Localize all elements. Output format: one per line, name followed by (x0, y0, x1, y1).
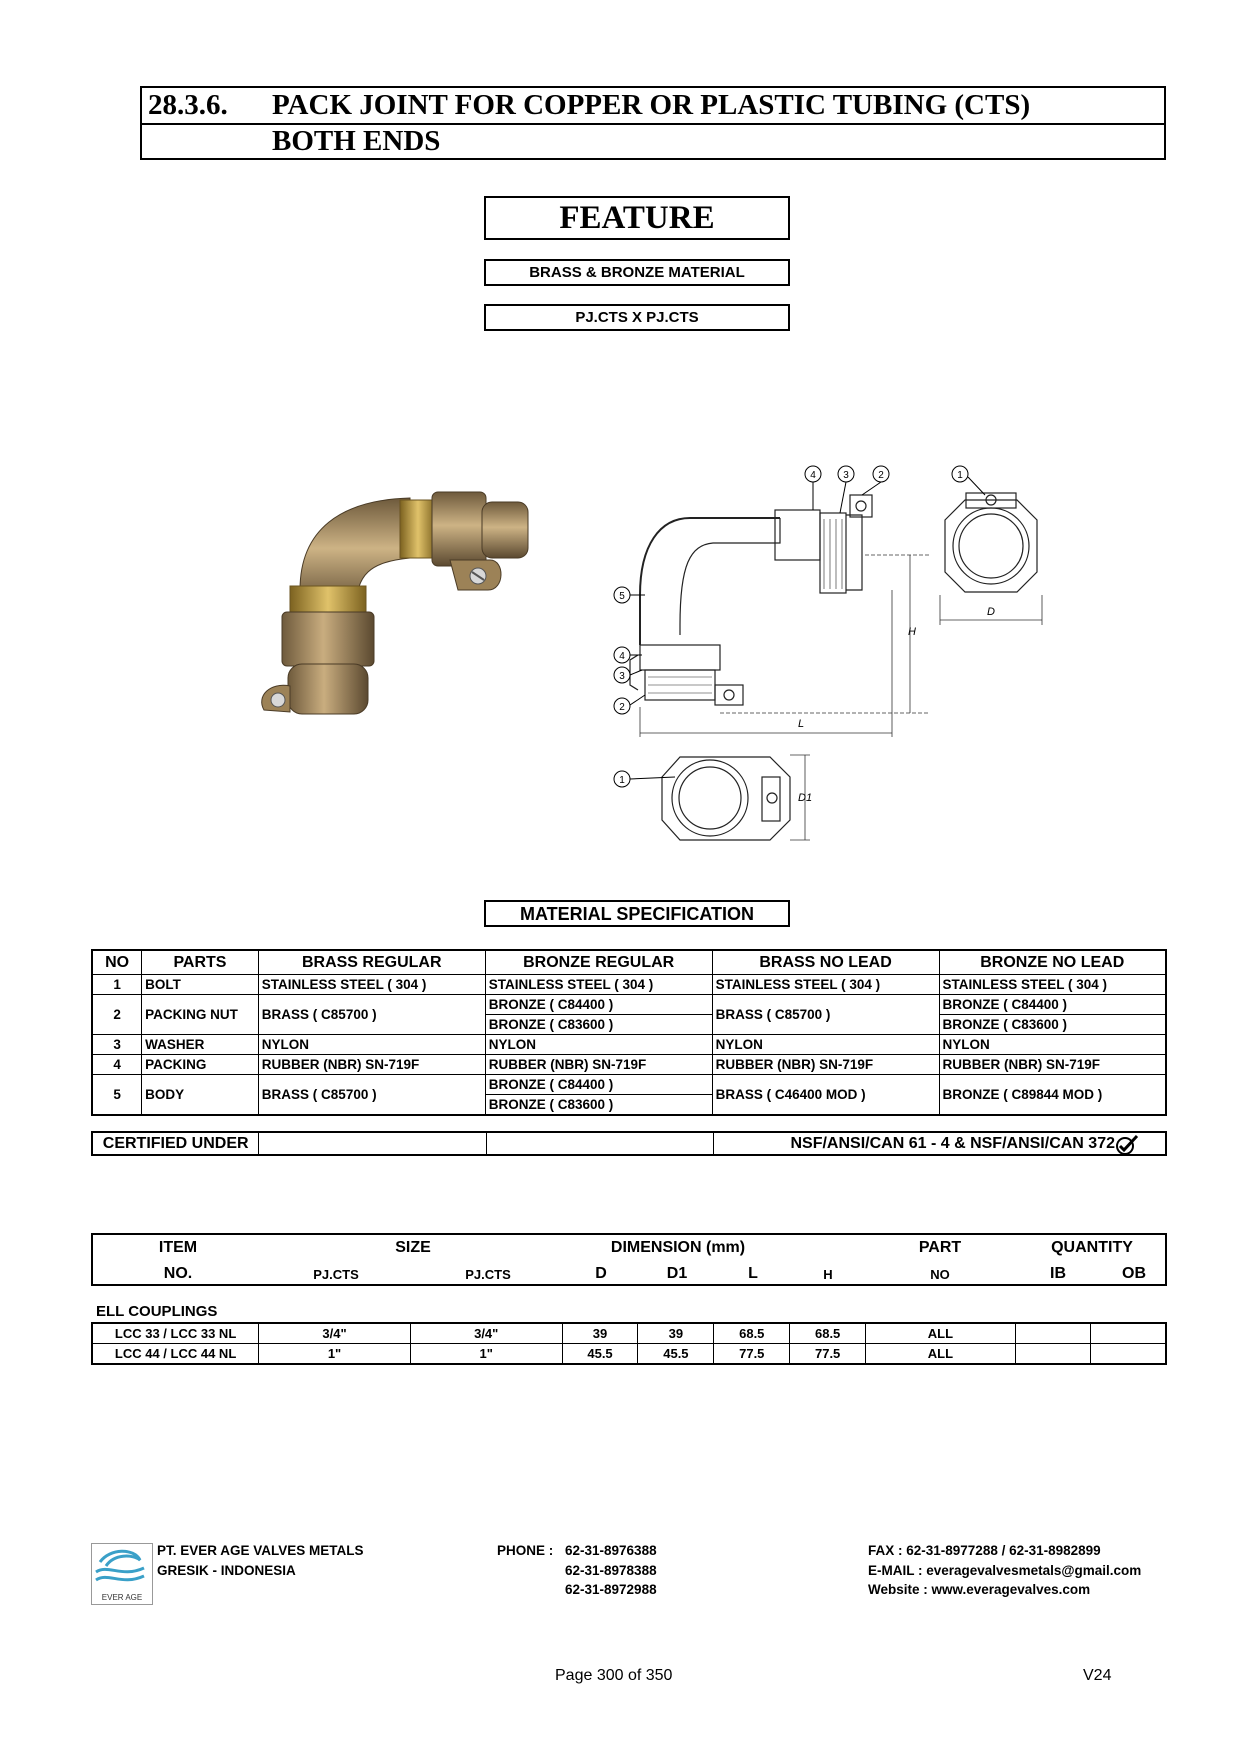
company-location: GRESIK - INDONESIA (157, 1563, 296, 1578)
dim-h-label: H (908, 626, 916, 638)
hdr-ob: OB (1122, 1265, 1146, 1282)
row-no: 1 (92, 975, 142, 995)
phone-1: 62-31-8976388 (565, 1543, 657, 1558)
material-header-row (92, 950, 1166, 975)
material-spec-heading: MATERIAL SPECIFICATION (484, 900, 790, 927)
dim-d: 45.5 (562, 1344, 638, 1365)
col-bronze-regular: BRONZE REGULAR (485, 950, 712, 975)
title-line-1 (142, 88, 1164, 125)
hdr-size: SIZE (395, 1239, 431, 1256)
hdr-d: D (595, 1265, 607, 1282)
hdr-dimension: DIMENSION (mm) (610, 1239, 746, 1256)
company-logo (91, 1543, 153, 1605)
row-bronze-no-lead: RUBBER (NBR) SN-719F (939, 1055, 1166, 1075)
row-bronze-no-lead: BRONZE ( C84400 ) (939, 995, 1166, 1015)
version: V24 (1083, 1667, 1112, 1684)
part-no: ALL (866, 1323, 1016, 1344)
svg-text:1: 1 (619, 775, 625, 786)
svg-text:5: 5 (619, 591, 625, 602)
certified-value: NSF/ANSI/CAN 61 - 4 & NSF/ANSI/CAN 372 (790, 1135, 1115, 1152)
website: Website : www.everagevalves.com (868, 1582, 1091, 1597)
company-name: PT. EVER AGE VALVES METALS (157, 1543, 364, 1558)
technical-drawing (600, 455, 1060, 865)
dimension-row (92, 1323, 1166, 1344)
row-bronze-no-lead: NYLON (939, 1035, 1166, 1055)
dim-l-label: L (798, 718, 805, 730)
svg-text:2: 2 (878, 470, 884, 481)
dim-l: 77.5 (714, 1344, 790, 1365)
dim-d: 39 (562, 1323, 638, 1344)
row-part: PACKING (142, 1055, 259, 1075)
dimension-row (92, 1344, 1166, 1365)
row-bronze-regular: BRONZE ( C84400 ) (485, 995, 712, 1015)
row-bronze-regular: STAINLESS STEEL ( 304 ) (485, 975, 712, 995)
certified-value-cell (714, 1132, 1166, 1155)
item-no: LCC 44 / LCC 44 NL (92, 1344, 259, 1365)
product-photo (260, 490, 550, 730)
logo-text: EVER AGE (101, 1593, 143, 1602)
dim-h: 68.5 (790, 1323, 866, 1344)
row-no: 4 (92, 1055, 142, 1075)
row-bronze-no-lead: STAINLESS STEEL ( 304 ) (939, 975, 1166, 995)
row-part: BODY (142, 1075, 259, 1116)
callout-top-2 (862, 466, 889, 495)
row-bronze-regular: NYLON (485, 1035, 712, 1055)
row-bronze-regular-alt: BRONZE ( C83600 ) (485, 1015, 712, 1035)
material-row (92, 975, 1166, 995)
qty-ib (1015, 1344, 1090, 1365)
phone-label: PHONE : (497, 1543, 554, 1558)
dim-h: 77.5 (790, 1344, 866, 1365)
svg-text:3: 3 (619, 671, 625, 682)
part-no: ALL (866, 1344, 1016, 1365)
size2: 1" (410, 1344, 562, 1365)
callout-side-3 (614, 667, 642, 683)
qty-ob (1090, 1344, 1166, 1365)
row-part: BOLT (142, 975, 259, 995)
material-spec-table (91, 949, 1167, 1116)
row-brass-regular: BRASS ( C85700 ) (258, 995, 485, 1035)
email: E-MAIL : everagevalvesmetals@gmail.com (868, 1563, 1142, 1578)
row-brass-regular: RUBBER (NBR) SN-719F (258, 1055, 485, 1075)
title-text-2: BOTH ENDS (272, 125, 441, 157)
hdr-item: ITEM (158, 1239, 198, 1256)
row-bronze-regular: BRONZE ( C84400 ) (485, 1075, 712, 1095)
row-no: 2 (92, 995, 142, 1035)
row-brass-no-lead: RUBBER (NBR) SN-719F (712, 1055, 939, 1075)
callout-side-4 (614, 647, 642, 663)
material-row (92, 1035, 1166, 1055)
certified-empty-1 (259, 1132, 486, 1155)
row-no: 3 (92, 1035, 142, 1055)
row-bronze-no-lead: BRONZE ( C89844 MOD ) (939, 1075, 1166, 1116)
material-row (92, 995, 1166, 1015)
hdr-size1: PJ.CTS (313, 1267, 359, 1282)
dim-d1-label: D1 (798, 792, 813, 804)
callout-top-4 (805, 466, 821, 510)
svg-text:2: 2 (619, 702, 625, 713)
item-no: LCC 33 / LCC 33 NL (92, 1323, 259, 1344)
dim-d1: 39 (638, 1323, 714, 1344)
row-bronze-no-lead-alt: BRONZE ( C83600 ) (939, 1015, 1166, 1035)
row-no: 5 (92, 1075, 142, 1116)
hdr-part: PART (918, 1239, 962, 1256)
dim-l: 68.5 (714, 1323, 790, 1344)
col-no: NO (92, 950, 142, 975)
svg-text:1: 1 (957, 470, 963, 481)
col-parts: PARTS (142, 950, 259, 975)
wave-logo-icon (92, 1544, 150, 1588)
callout-top-3 (838, 466, 854, 513)
size2: 3/4" (410, 1323, 562, 1344)
hdr-quantity: QUANTITY (1051, 1239, 1133, 1256)
certified-table (91, 1131, 1167, 1156)
page-number: Page 300 of 350 (555, 1667, 673, 1684)
col-brass-regular: BRASS REGULAR (258, 950, 485, 975)
size1: 3/4" (259, 1323, 411, 1344)
row-bronze-regular: RUBBER (NBR) SN-719F (485, 1055, 712, 1075)
row-brass-no-lead: BRASS ( C46400 MOD ) (712, 1075, 939, 1116)
row-bronze-regular-alt: BRONZE ( C83600 ) (485, 1095, 712, 1116)
row-brass-no-lead: NYLON (712, 1035, 939, 1055)
hdr-no: NO. (163, 1265, 193, 1282)
svg-text:4: 4 (810, 470, 816, 481)
fax: FAX : 62-31-8977288 / 62-31-8982899 (868, 1543, 1101, 1558)
section-ell-couplings: ELL COUPLINGS (96, 1303, 218, 1320)
material-row (92, 1055, 1166, 1075)
phone-3: 62-31-8972988 (565, 1582, 657, 1597)
title-text-1: PACK JOINT FOR COPPER OR PLASTIC TUBING (CTS) (272, 89, 1031, 121)
hdr-ib: IB (1050, 1265, 1066, 1282)
col-brass-no-lead: BRASS NO LEAD (712, 950, 939, 975)
check-circle-icon (1115, 1134, 1139, 1156)
qty-ib (1015, 1323, 1090, 1344)
callout-end-1 (952, 466, 985, 495)
size1: 1" (259, 1344, 411, 1365)
dim-d1: 45.5 (638, 1344, 714, 1365)
svg-text:4: 4 (619, 651, 625, 662)
qty-ob (1090, 1323, 1166, 1344)
title-line-2 (142, 124, 1164, 159)
material-row (92, 1075, 1166, 1095)
row-brass-no-lead: BRASS ( C85700 ) (712, 995, 939, 1035)
col-bronze-no-lead: BRONZE NO LEAD (939, 950, 1166, 975)
section-number: 28.3.6. (148, 89, 228, 121)
feature-heading: FEATURE (484, 196, 790, 240)
certified-empty-2 (486, 1132, 713, 1155)
row-part: WASHER (142, 1035, 259, 1055)
row-brass-regular: STAINLESS STEEL ( 304 ) (258, 975, 485, 995)
phone-2: 62-31-8978388 (565, 1563, 657, 1578)
row-part: PACKING NUT (142, 995, 259, 1035)
feature-connection: PJ.CTS X PJ.CTS (484, 304, 790, 331)
row-brass-regular: NYLON (258, 1035, 485, 1055)
svg-text:3: 3 (843, 470, 849, 481)
dimension-table (91, 1322, 1167, 1365)
hdr-size2: PJ.CTS (465, 1267, 511, 1282)
hdr-l: L (748, 1265, 758, 1282)
hdr-h: H (823, 1267, 833, 1282)
row-brass-regular: BRASS ( C85700 ) (258, 1075, 485, 1116)
dimension-header (91, 1233, 1167, 1286)
hdr-part-no: NO (930, 1267, 950, 1282)
dim-d-label: D (987, 606, 995, 618)
certified-label: CERTIFIED UNDER (92, 1132, 259, 1155)
section-title (140, 86, 1166, 160)
row-brass-no-lead: STAINLESS STEEL ( 304 ) (712, 975, 939, 995)
feature-material: BRASS & BRONZE MATERIAL (484, 259, 790, 286)
hdr-d1: D1 (666, 1265, 688, 1282)
